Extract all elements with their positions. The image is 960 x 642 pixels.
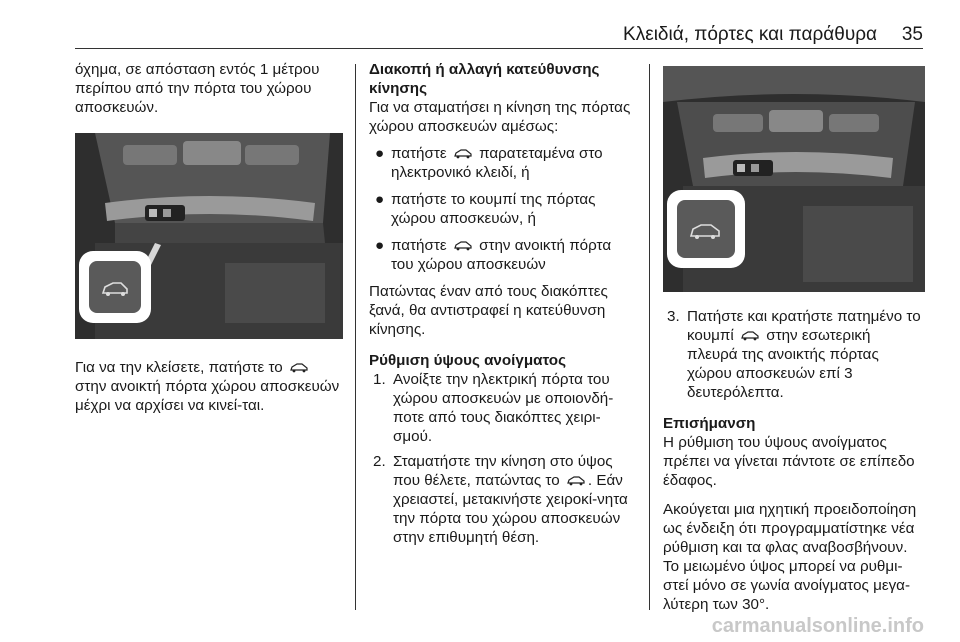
list-item: 2. Σταματήστε την κίνηση στο ύψος που θέλετε, πατώντας το . Εάν χρειαστεί, μετακινήστε χειροκί-νητα την πόρτα του χώρου αποσκευών στην επιθυμητή θέση.	[373, 453, 628, 546]
signal-paragraph: Ακούγεται μια ηχητική προειδοποίηση ως ένδειξη ότι προγραμματίστηκε νέα ρύθμιση και τα φλας αναβοσβήνουν.	[663, 501, 917, 556]
note-box	[663, 414, 925, 490]
page-number: 35	[901, 24, 923, 45]
page-header	[75, 18, 923, 49]
section-heading: Διακοπή ή αλλαγή κατεύθυνσης κίνησης	[369, 61, 600, 97]
reverse-paragraph: Πατώντας έναν από τους διακόπτες ξανά, θα αντιστραφεί η κατεύθυνση κίνησης.	[369, 283, 608, 338]
list-item: ● πατήστε το κουμπί της πόρτας χώρου αποσκευών, ή	[375, 191, 596, 227]
close-instruction: Για να την κλείσετε, πατήστε το στην ανοικτή πόρτα χώρου αποσκευών μέχρι να αρχίσει να κινεί-ται.	[75, 359, 340, 414]
intro-paragraph: όχημα, σε απόσταση εντός 1 μέτρου περίπου από την πόρτα του χώρου αποσκευών.	[75, 61, 320, 116]
tailgate-car-icon	[566, 474, 586, 486]
stop-intro: Για να σταματήσει η κίνηση της πόρτας χώρου αποσκευών αμέσως:	[369, 99, 631, 135]
tailgate-car-icon	[453, 239, 473, 251]
tailgate-illustration-1	[75, 133, 343, 339]
tailgate-illustration-2	[663, 66, 925, 292]
column-divider	[355, 64, 356, 610]
page-title: Κλειδιά, πόρτες και παράθυρα	[623, 24, 877, 45]
watermark: carmanualsonline.info	[711, 615, 924, 637]
list-item: ● πατήστε στην ανοικτή πόρτα του χώρου αποσκευών	[375, 237, 612, 273]
column-2	[369, 60, 635, 547]
tailgate-car-icon	[289, 361, 309, 373]
tailgate-car-icon	[453, 147, 473, 159]
note-text: Η ρύθμιση του ύψους ανοίγματος πρέπει να γίνεται πάντοτε σε επίπεδο έδαφος.	[663, 434, 915, 489]
column-divider	[649, 64, 650, 610]
column-1	[75, 60, 341, 415]
note-heading: Επισήμανση	[663, 415, 756, 432]
height-heading: Ρύθμιση ύψους ανοίγματος	[369, 352, 566, 369]
list-item: 1. Ανοίξτε την ηλεκτρική πόρτα του χώρου αποσκευών με οποιονδή-ποτε από τους διακόπτες χειρι-σμού.	[373, 371, 614, 445]
angle-paragraph: Το μειωμένο ύψος μπορεί να ρυθμι-στεί μόνο σε γωνία ανοίγματος μεγα-λύτερη των 30°.	[663, 558, 911, 613]
list-item: 3. Πατήστε και κρατήστε πατημένο το κουμπί στην εσωτερική πλευρά της ανοικτής πόρτας χώρου αποσκευών επί 3 δευτερόλεπτα.	[667, 308, 921, 401]
list-item: ● πατήστε παρατεταμένα στο ηλεκτρονικό κλειδί, ή	[375, 145, 603, 181]
tailgate-car-icon	[740, 329, 760, 341]
column-3	[663, 66, 925, 614]
